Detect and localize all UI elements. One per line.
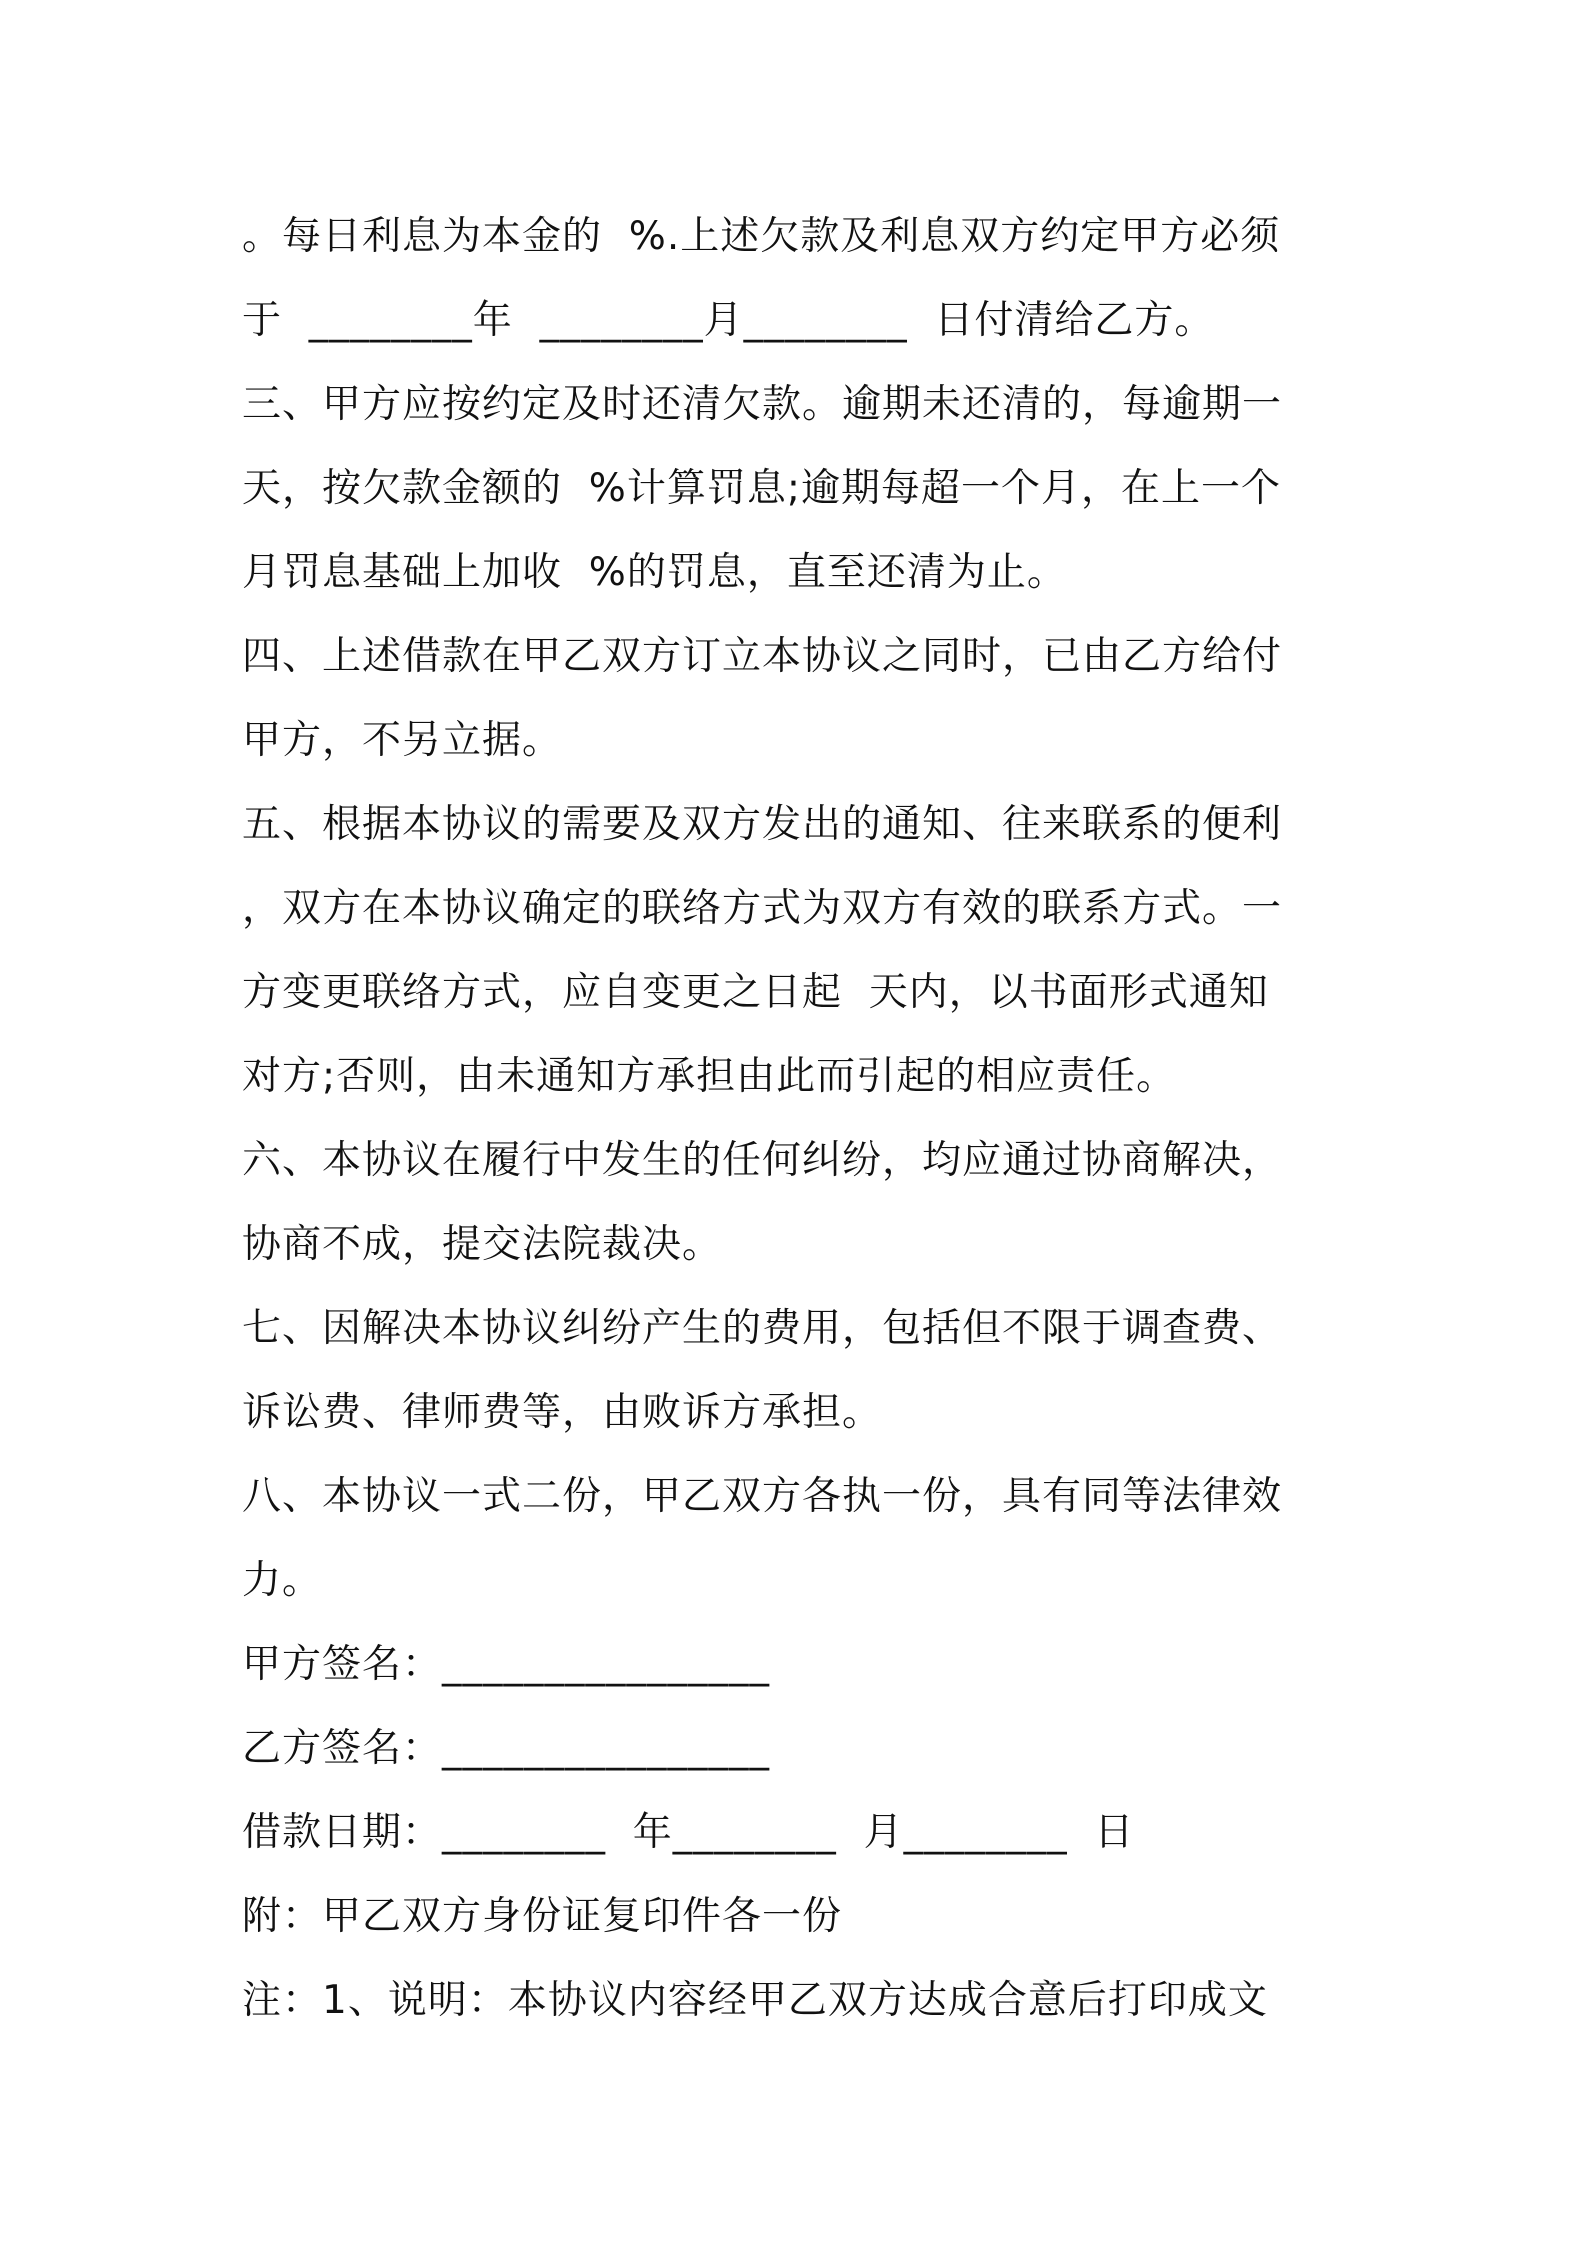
attachment-note: 附：甲乙双方身份证复印件各一份 [242,1894,843,1939]
text-line: 于 ________年 ________月________ 日付清给乙方。 [242,298,1215,343]
text-line: 甲方，不另立据。 [242,718,563,763]
document-body [242,195,1357,2043]
text-line: 五、根据本协议的需要及双方发出的通知、往来联系的便利 [242,802,1283,847]
text-line: 天，按欠款金额的 %计算罚息;逾期每超一个月，在上一个 [242,466,1281,511]
party-b-signature-line: 乙方签名：________________ [242,1726,771,1771]
text-line: ，双方在本协议确定的联络方式为双方有效的联系方式。一 [242,886,1283,931]
text-line: 六、本协议在履行中发生的任何纠纷，均应通过协商解决， [242,1138,1283,1183]
text-line: 。每日利息为本金的 %.上述欠款及利息双方约定甲方必须 [242,214,1281,259]
text-line: 对方;否则，由未通知方承担由此而引起的相应责任。 [242,1054,1177,1099]
text-line: 方变更联络方式，应自变更之日起 天内，以书面形式通知 [242,970,1269,1015]
text-line: 诉讼费、律师费等，由败诉方承担。 [242,1390,883,1435]
text-line: 三、甲方应按约定及时还清欠款。逾期未还清的，每逾期一 [242,382,1283,427]
remark-line: 注：1、说明：本协议内容经甲乙双方达成合意后打印成文 [242,1978,1268,2023]
text-line: 月罚息基础上加收 %的罚息，直至还清为止。 [242,550,1067,595]
loan-date-line: 借款日期：________ 年________ 月________ 日 [242,1810,1135,1855]
party-a-signature-line: 甲方签名：________________ [242,1642,771,1687]
text-line: 力。 [242,1558,323,1603]
text-line: 八、本协议一式二份，甲乙双方各执一份，具有同等法律效 [242,1474,1283,1519]
text-line: 协商不成，提交法院裁决。 [242,1222,723,1267]
text-line: 四、上述借款在甲乙双方订立本协议之同时，已由乙方给付 [242,634,1283,679]
text-line: 七、因解决本协议纠纷产生的费用，包括但不限于调查费、 [242,1306,1283,1351]
